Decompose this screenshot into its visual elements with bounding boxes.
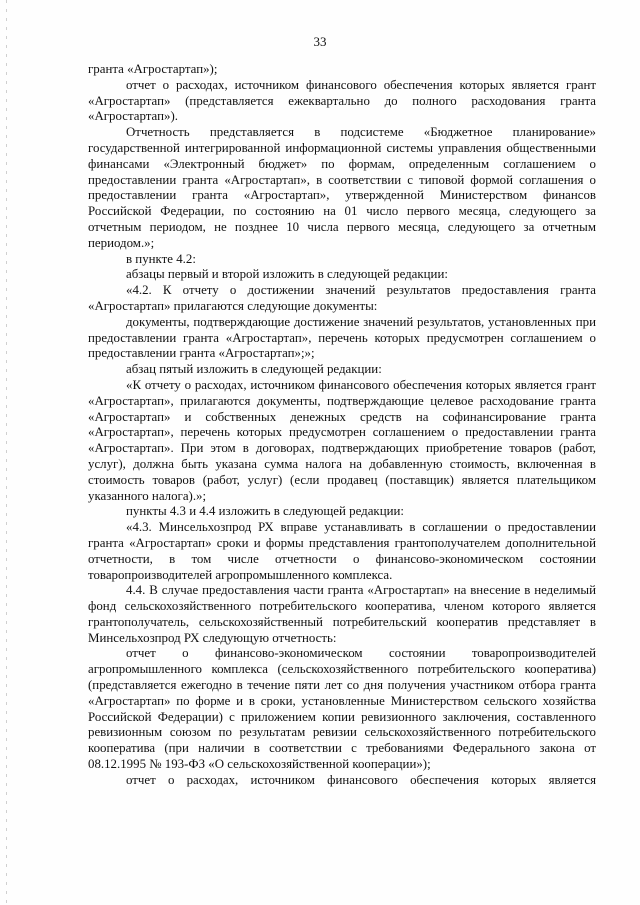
scan-edge-line: [6, 0, 7, 905]
paragraph: абзацы первый и второй изложить в следующей редакции:: [126, 267, 448, 282]
paragraph: гранта «Агростартап»);: [88, 62, 218, 76]
paragraph: документы, подтверждающие достижение значений результатов, установленных при предоставлении гранта «Агростартап», перечень которых предусмотрен соглашением о предоставлении гранта «Агростартап»;»;: [88, 314, 596, 361]
paragraph: Отчетность представляется в подсистеме «Бюджетное планирование» государственной интегрированной информационной системы управления общественными финансами «Электронный бюджет» по формам, определенным соглашением о предоставлении гранта «Агростартап», в соответствии с типовой формой соглашения о предоставлении гранта «Агростартап», утвержденной Министерством финансов Российской Федерации, по состоянию на 01 число первого месяца, следующего за отчетным периодом, не позднее 10 числа первого месяца, следующего за отчетным периодом.»;: [88, 125, 596, 250]
paragraph: отчет о расходах, источником финансового обеспечения которых является грант «Агростартап» (представляется ежеквартально до полного расходования гранта «Агростартап»).: [88, 77, 596, 124]
page-number: 33: [313, 34, 327, 49]
paragraph: отчет о финансово-экономическом состоянии товаропроизводителей агропромышленного комплекса (сельскохозяйственного потребительского кооператива) (представляется ежегодно в течение пяти лет со дня получения участником отбора гранта «Агростартап» по форме и в сроки, установленные Министерством сельского хозяйства Российской Федерации) с приложением копии ревизионного заключения, составленного ревизионным союзом по результатам ревизии сельскохозяйственного потребительского кооператива (при наличии в соответствии с требованиями Федерального закона от 08.12.1995 № 193-ФЗ «О сельскохозяйственной кооперации»);: [88, 646, 596, 772]
paragraph: «4.2. К отчету о достижении значений результатов предоставления гранта «Агростартап» прилагаются следующие документы:: [88, 283, 596, 313]
paragraph: пункты 4.3 и 4.4 изложить в следующей редакции:: [126, 504, 404, 519]
paragraph: в пункте 4.2:: [126, 251, 196, 266]
paragraph: абзац пятый изложить в следующей редакции:: [126, 362, 382, 377]
document-body: [88, 62, 596, 789]
paragraph: «К отчету о расходах, источником финансового обеспечения которых является грант «Агростартап», прилагаются документы, подтверждающие целевое расходование гранта «Агростартап» и собственных денежных средств на софинансирование гранта «Агростартап», перечень которых предусмотрен соглашением о предоставлении гранта «Агростартап». При этом в договорах, подтверждающих приобретение товаров (работ, услуг), должна быть указана сумма налога на добавленную стоимость, включенная в стоимость товаров (работ, услуг) (если продавец (поставщик) является плательщиком указанного налога).»;: [88, 377, 596, 503]
paragraph: 4.4. В случае предоставления части гранта «Агростартап» на внесение в неделимый фонд сельскохозяйственного потребительского кооператива, членом которого является грантополучатель, сельскохозяйственный потребительский кооператив представляет в Минсельхозпрод РХ следующую отчетность:: [88, 583, 596, 645]
paragraph: отчет о расходах, источником финансового обеспечения которых является: [126, 772, 596, 787]
paragraph: «4.3. Минсельхозпрод РХ вправе устанавливать в соглашении о предоставлении гранта «Агростартап» сроки и формы представления грантополучателем дополнительной отчетности, в том числе отчетности о финансово-экономическом состоянии товаропроизводителей агропромышленного комплекса.: [88, 520, 596, 582]
